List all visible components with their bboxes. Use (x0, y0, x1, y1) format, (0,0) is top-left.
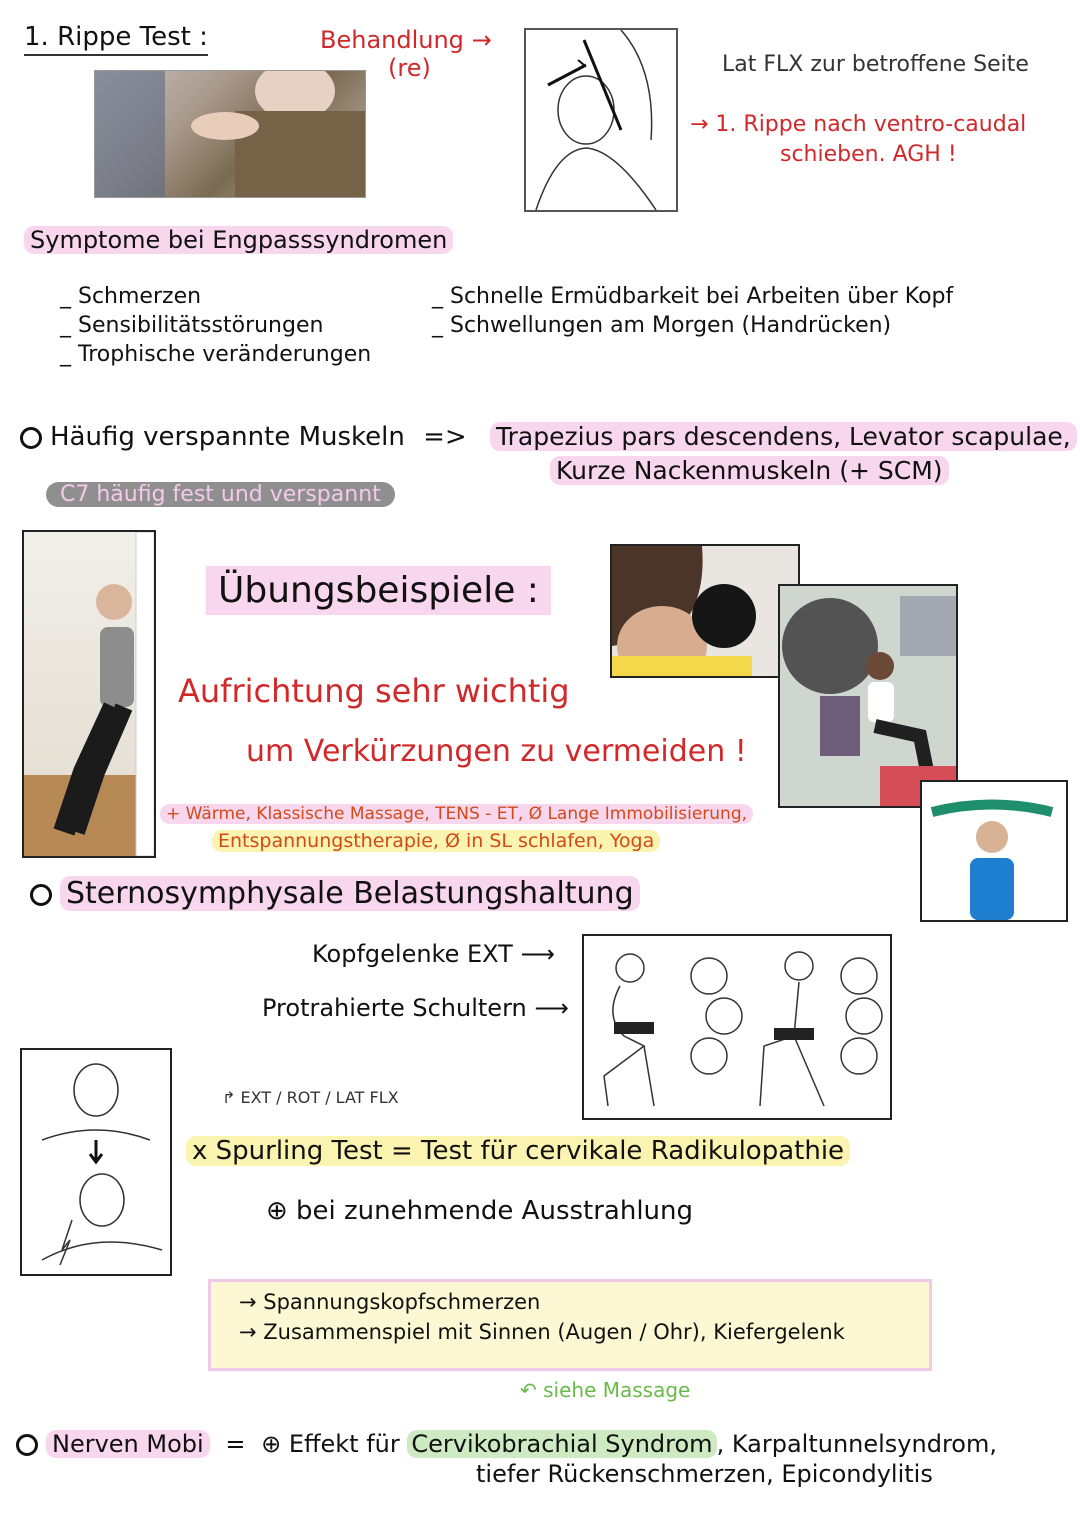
wall-exercise-photo (22, 530, 156, 858)
ball-sit-photo (778, 584, 958, 808)
arrow-right-icon: → (471, 26, 492, 54)
bullet-circle-icon (20, 427, 42, 449)
uebungen-extra-1: + Wärme, Klassische Massage, TENS - ET, Ø Lange Immobilisierung, (160, 804, 753, 824)
ball-neck-photo (610, 544, 800, 678)
sterno-label-2: Protrahierte Schultern ⟶ (262, 994, 569, 1022)
verkuerzung-line: um Verkürzungen zu vermeiden ! (246, 734, 747, 769)
spurling-drawing-svg (22, 1050, 170, 1274)
list-item: _ Trophische veränderungen (60, 340, 371, 369)
ball-neck-image (612, 546, 798, 676)
list-item: _ Schwellungen am Morgen (Handrücken) (432, 311, 953, 340)
nerven-line: Nerven Mobi = ⊕ Effekt für Cervikobrachial Syndrom , Karpaltunnelsyndrom, (16, 1430, 997, 1458)
bullet-circle-icon (16, 1434, 38, 1456)
muskeln-line: Häufig verspannte Muskeln => (20, 422, 467, 452)
behandlung-side: (re) (388, 54, 431, 82)
section-title: 1. Rippe Test : (24, 22, 208, 56)
spurling-main: x Spurling Test = Test für cervikale Radikulopathie (186, 1136, 850, 1166)
uebungen-heading: Übungsbeispiele : (206, 566, 551, 615)
c7-note: C7 häufig fest und verspannt (46, 482, 395, 507)
symptome-left-list (60, 282, 371, 369)
band-exercise-photo (920, 780, 1068, 922)
behandlung-label: Behandlung → (320, 26, 492, 54)
arrow-right-icon: ⟶ (520, 940, 555, 968)
muskeln-list-2: Kurze Nackenmuskeln (+ SCM) (550, 456, 949, 485)
wall-exercise-figure (24, 532, 154, 856)
list-item: _ Schmerzen (60, 282, 371, 311)
treatment-sketch (524, 28, 678, 212)
tension-headache-box (208, 1279, 932, 1371)
rib-test-photo (94, 70, 366, 198)
symptome-heading: Symptome bei Engpasssyndromen (24, 226, 453, 254)
uebungen-extra-2: Entspannungstherapie, Ø in SL schlafen, Yoga (212, 830, 660, 852)
rippe-note-2: schieben. AGH ! (780, 142, 957, 167)
spurling-small: ↱ EXT / ROT / LAT FLX (222, 1088, 399, 1107)
band-exercise-image (922, 782, 1066, 920)
symptome-right-list (432, 282, 953, 340)
spurling-sub: ⊕ bei zunehmende Ausstrahlung (266, 1196, 694, 1226)
curved-arrow-icon: ↶ (520, 1378, 537, 1402)
aufrichtung-line: Aufrichtung sehr wichtig (178, 672, 570, 710)
spurling-drawing (20, 1048, 172, 1276)
sterno-heading: Sternosymphysale Belastungshaltung (30, 876, 640, 911)
rib-test-illustration (95, 71, 365, 197)
posture-drawing-svg (584, 936, 890, 1118)
lat-flx-note: Lat FLX zur betroffene Seite (722, 52, 1029, 77)
box-line-2: → Zusammenspiel mit Sinnen (Augen / Ohr), Kiefergelenk (239, 1320, 845, 1344)
list-item: _ Schnelle Ermüdbarkeit bei Arbeiten über Kopf (432, 282, 953, 311)
muskeln-list-1: Trapezius pars descendens, Levator scapulae, (490, 422, 1077, 451)
curved-arrow-icon: ↱ (222, 1088, 236, 1107)
ball-sit-image (780, 586, 956, 806)
box-line-1: → Spannungskopfschmerzen (239, 1290, 541, 1314)
siehe-massage: ↶ siehe Massage (520, 1378, 691, 1402)
nerven-line-2: tiefer Rückenschmerzen, Epicondylitis (476, 1460, 933, 1488)
posture-drawing (582, 934, 892, 1120)
sterno-label-1: Kopfgelenke EXT ⟶ (312, 940, 555, 968)
arrow-right-icon: ⟶ (534, 994, 569, 1022)
bullet-circle-icon (30, 884, 52, 906)
treatment-sketch-drawing (526, 30, 676, 210)
rippe-note-1: → 1. Rippe nach ventro-caudal (690, 112, 1027, 137)
list-item: _ Sensibilitätsstörungen (60, 311, 371, 340)
